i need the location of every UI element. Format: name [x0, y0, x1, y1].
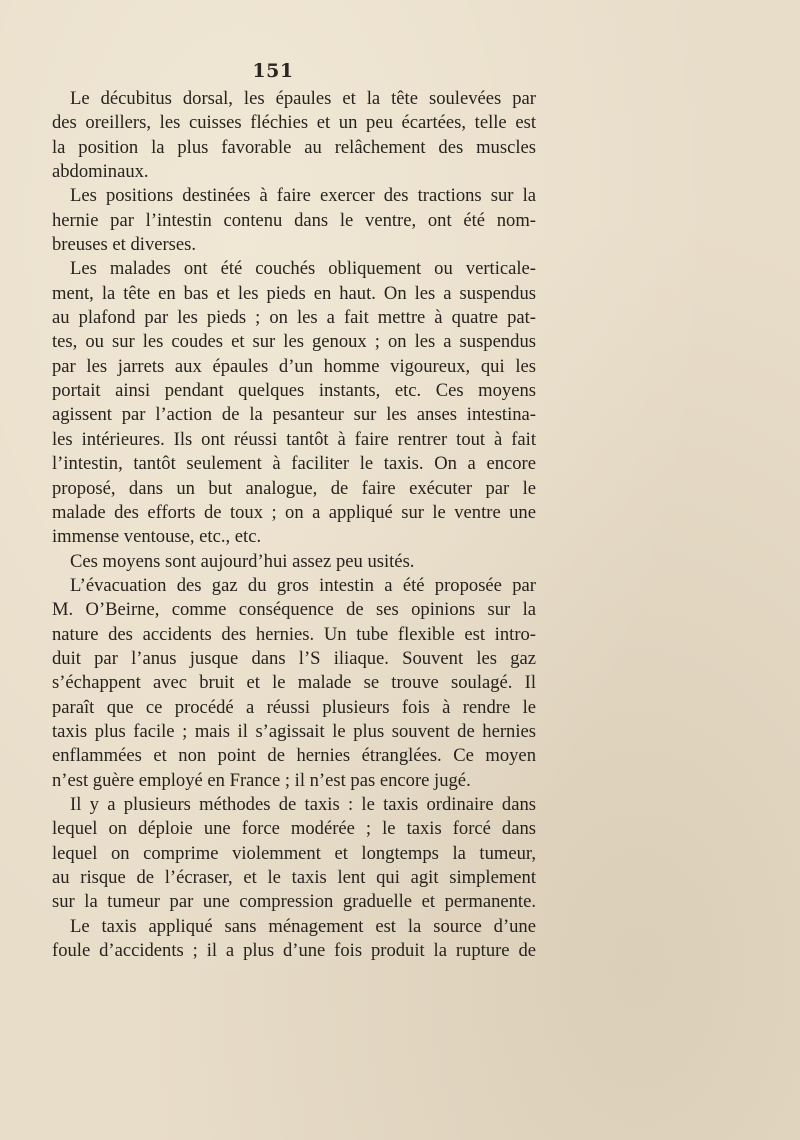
text-line: abdominaux. [52, 161, 149, 183]
text-line: Les positions destinées à faire exercer des tractions sur la [70, 185, 536, 207]
text-line: lequel on comprime violemment et longtemps la tumeur, [52, 842, 536, 864]
text-line: des oreillers, les cuisses fléchies et un peu écartées, telle est [52, 112, 536, 134]
text-line: Il y a plusieurs méthodes de taxis : le taxis ordinaire dans [70, 793, 536, 815]
text-line: portait ainsi pendant quelques instants, etc. Ces moyens [52, 380, 536, 402]
text-line: malade des efforts de toux ; on a appliqué sur le ventre une [52, 501, 536, 523]
text-line: foule d’accidents ; il a plus d’une fois produit la rupture de [52, 940, 536, 962]
text-line: breuses et diverses. [52, 234, 197, 256]
text-line: proposé, dans un but analogue, de faire exécuter par le [52, 477, 536, 499]
text-line: sur la tumeur par une compression graduelle et permanente. [52, 891, 536, 913]
text-line: Le taxis appliqué sans ménagement est la source d’une [70, 915, 536, 937]
text-line: immense ventouse, etc., etc. [52, 526, 262, 548]
text-line: taxis plus facile ; mais il s’agissait le plus souvent de hernies [52, 720, 536, 742]
text-line: la position la plus favorable au relâchement des muscles [52, 136, 536, 158]
text-line: tes, ou sur les coudes et sur les genoux ; on les a suspendus [52, 331, 536, 353]
text-line: hernie par l’intestin contenu dans le ventre, ont été nom- [52, 209, 536, 231]
text-line: l’intestin, tantôt seulement à faciliter le taxis. On a encore [52, 453, 536, 475]
text-line: au plafond par les pieds ; on les a fait mettre à quatre pat- [52, 307, 536, 329]
text-line: duit par l’anus jusque dans l’S iliaque. Souvent les gaz [52, 647, 536, 669]
text-line: au risque de l’écraser, et le taxis lent qui agit simplement [52, 867, 536, 888]
text-line: agissent par l’action de la pesanteur sur les anses intestina- [52, 404, 536, 426]
text-line: L’évacuation des gaz du gros intestin a été proposée par [70, 574, 536, 596]
text-line: ment, la tête en bas et les pieds en haut. On les a suspendus [52, 282, 536, 304]
text-line: Ces moyens sont aujourd’hui assez peu usités. [70, 550, 415, 572]
text-line: Les malades ont été couchés obliquement ou verticale- [70, 258, 536, 280]
text-line: les intérieures. Ils ont réussi tantôt à faire rentrer tout à fait [52, 428, 536, 450]
text-line: par les jarrets aux épaules d’un homme vigoureux, qui les [52, 355, 536, 377]
text-line: lequel on déploie une force modérée ; le taxis forcé dans [52, 818, 536, 840]
page-number: 151 [252, 60, 294, 82]
text-line: M. O’Beirne, comme conséquence de ses opinions sur la [52, 599, 536, 621]
text-line: enflammées et non point de hernies étranglées. Ce moyen [52, 745, 536, 767]
text-line: s’échappent avec bruit et le malade se trouve soulagé. Il [52, 672, 536, 694]
text-line: n’est guère employé en France ; il n’est pas encore jugé. [52, 769, 471, 791]
text-line: nature des accidents des hernies. Un tube flexible est intro- [52, 623, 536, 645]
text-line: Le décubitus dorsal, les épaules et la tête soulevées par [70, 88, 536, 109]
text-line: paraît que ce procédé a réussi plusieurs fois à rendre le [52, 696, 536, 718]
body-text [52, 87, 536, 963]
